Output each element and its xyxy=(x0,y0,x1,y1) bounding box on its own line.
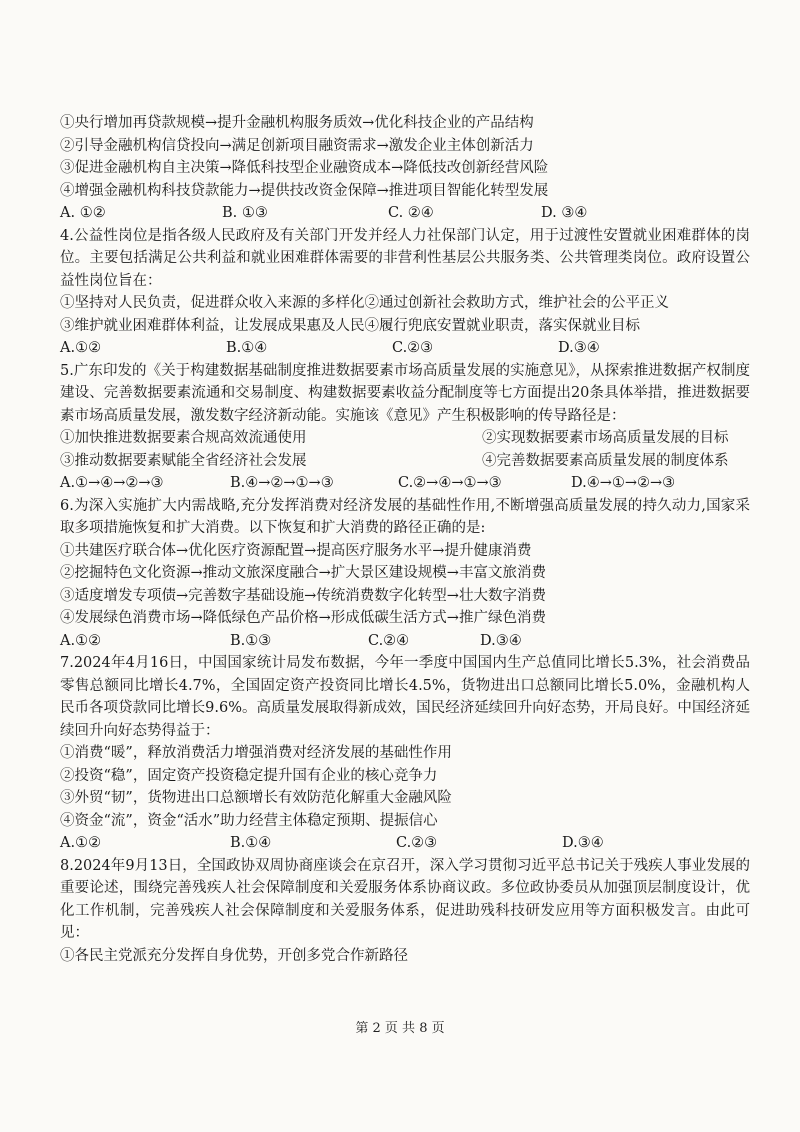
statement-1: ①各民主党派充分发挥自身优势，开创多党合作新路径 xyxy=(60,947,408,964)
answer-options xyxy=(60,832,750,855)
option-c[interactable]: C.②③ xyxy=(392,340,434,356)
questions-area xyxy=(60,112,750,967)
answer-options xyxy=(60,202,750,225)
page-number: 第 2 页 共 8 页 xyxy=(355,1021,445,1036)
option-d[interactable]: D.③④ xyxy=(562,835,604,851)
statement-4: ④资金“流”，资金“活水”助力经营主体稳定预期、提振信心 xyxy=(60,812,438,829)
question-7 xyxy=(60,652,750,855)
statement-2: ②投资“稳”，固定资产投资稳定提升国有企业的核心竞争力 xyxy=(60,767,438,784)
option-d[interactable]: D.③④ xyxy=(480,632,522,649)
statements-3-4: ③维护就业困难群体利益，让发展成果惠及人民④履行兜底安置就业职责，落实保就业目标 xyxy=(60,317,640,334)
option-a[interactable]: A. ①② xyxy=(60,205,106,221)
question-stem: 7.2024年4月16日，中国国家统计局发布数据，今年一季度中国国内生产总值同比增长5.3%，社会消费品零售总额同比增长4.7%，全国固定资产投资同比增长4.5%，货物进出口总额同比增长5.0%，金融机构人民币各项贷款同比增长9.6%。高质量发展取得新成效，国民经济延续回升向好态势，开局良好。中国经济延续回升向好态势得益于： xyxy=(60,655,750,739)
answer-options xyxy=(60,472,750,495)
statements-row-2 xyxy=(60,450,750,473)
option-c[interactable]: C.②→④→①→③ xyxy=(398,475,502,491)
option-b[interactable]: B.①④ xyxy=(226,340,268,356)
option-a[interactable]: A.①② xyxy=(60,340,102,356)
question-5 xyxy=(60,360,750,495)
question-stem: 6.为深入实施扩大内需战略,充分发挥消费对经济发展的基础性作用,不断增强高质量发展的持久动力,国家采取多项措施恢复和扩大消费。以下恢复和扩大消费的路径正确的是: xyxy=(60,497,750,536)
statement-2: ②实现数据要素市场高质量发展的目标 xyxy=(482,430,729,446)
statement-3: ③适度增发专项债→完善数字基础设施→传统消费数字化转型→壮大数字消费 xyxy=(60,587,546,604)
question-8 xyxy=(60,855,750,968)
statement-1: ①央行增加再贷款规模→提升金融机构服务质效→优化科技企业的产品结构 xyxy=(60,115,534,131)
answer-options xyxy=(60,337,750,360)
statement-1: ①加快推进数据要素合规高效流通使用 xyxy=(60,430,307,446)
option-c[interactable]: C. ②④ xyxy=(388,205,434,221)
question-4 xyxy=(60,225,750,360)
statement-3: ③促进金融机构自主决策→降低科技型企业融资成本→降低技改创新经营风险 xyxy=(60,160,549,176)
option-a[interactable]: A.①② xyxy=(60,835,102,851)
statement-1: ①共建医疗联合体→优化医疗资源配置→提高医疗服务水平→提升健康消费 xyxy=(60,542,532,559)
statements-1-2: ①坚持对人民负责，促进群众收入来源的多样化②通过创新社会救助方式，维护社会的公平正义 xyxy=(60,295,669,311)
question-stem: 5.广东印发的《关于构建数据基础制度推进数据要素市场高质量发展的实施意见》，从探索推进数据产权制度建设、完善数据要素流通和交易制度、构建数据要素收益分配制度等七方面提出20条具体举措，推进数据要素市场高质量发展，激发数字经济新动能。实施该《意见》产生积极影响的传导路径是： xyxy=(60,362,750,424)
option-b[interactable]: B.④→②→①→③ xyxy=(230,475,334,491)
statement-2: ②引导金融机构信贷投向→满足创新项目融资需求→激发企业主体创新活力 xyxy=(60,137,534,154)
statement-1: ①消费“暖”，释放消费活力增强消费对经济发展的基础性作用 xyxy=(60,745,452,761)
option-b[interactable]: B. ①③ xyxy=(222,205,268,221)
option-d[interactable]: D.④→①→②→③ xyxy=(571,475,676,491)
question-stem: 4.公益性岗位是指各级人民政府及有关部门开发并经人力社保部门认定，用于过渡性安置就业困难群体的岗位。主要包括满足公共利益和就业困难群体需要的非营利性基层公共服务类、公共管理类岗位。政府设置公益性岗位旨在： xyxy=(60,227,750,289)
question-6 xyxy=(60,495,750,653)
question-stem: 8.2024年9月13日，全国政协双周协商座谈会在京召开，深入学习贯彻习近平总书记关于残疾人事业发展的重要论述，围绕完善残疾人社会保障制度和关爱服务体系协商议政。多位政协委员从加强顶层制度设计，优化工作机制，完善残疾人社会保障制度和关爱服务体系，促进助残科技研发应用等方面积极发言。由此可见： xyxy=(60,857,750,941)
answer-options xyxy=(60,630,750,653)
question-3 xyxy=(60,112,750,225)
option-b[interactable]: B.①③ xyxy=(230,632,272,649)
statement-3: ③推动数据要素赋能全省经济社会发展 xyxy=(60,452,307,469)
option-c[interactable]: C.②③ xyxy=(396,835,438,851)
statement-4: ④完善数据要素高质量发展的制度体系 xyxy=(482,452,729,469)
option-d[interactable]: D. ③④ xyxy=(541,205,588,221)
option-a[interactable]: A.①→④→②→③ xyxy=(60,475,164,491)
statements-row-1 xyxy=(60,427,750,450)
option-a[interactable]: A.①② xyxy=(60,632,102,649)
statement-4: ④发展绿色消费市场→降低绿色产品价格→形成低碳生活方式→推广绿色消费 xyxy=(60,610,546,626)
option-d[interactable]: D.③④ xyxy=(558,340,600,356)
statement-2: ②挖掘特色文化资源→推动文旅深度融合→扩大景区建设规模→丰富文旅消费 xyxy=(60,565,546,581)
option-c[interactable]: C.②④ xyxy=(368,632,410,649)
statement-3: ③外贸“韧”，货物进出口总额增长有效防范化解重大金融风险 xyxy=(60,790,452,806)
option-b[interactable]: B.①④ xyxy=(230,835,272,851)
statement-4: ④增强金融机构科技贷款能力→提供技改资金保障→推进项目智能化转型发展 xyxy=(60,182,549,199)
